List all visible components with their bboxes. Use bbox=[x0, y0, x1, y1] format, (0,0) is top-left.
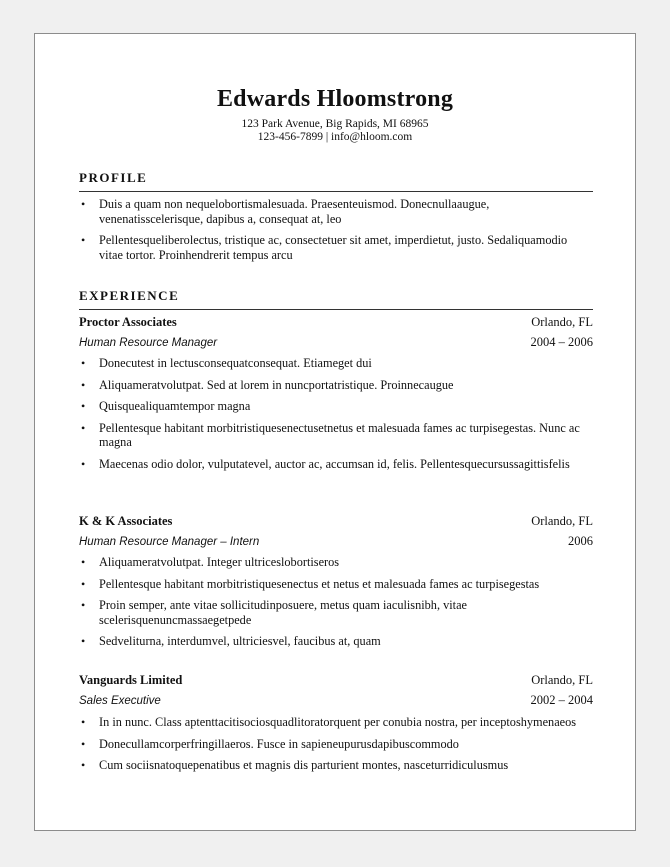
experience-heading: EXPERIENCE bbox=[79, 288, 593, 310]
company-name: Proctor Associates bbox=[79, 315, 177, 329]
list-item: • Pellentesqueliberolectus, tristique ac, consectetuer sit amet, imperdietut, justo. Sedaliquamodio vitae tortor. Proinhendrerit tempus arcu bbox=[79, 233, 593, 262]
job-dates: 2006 bbox=[568, 534, 593, 548]
job-company-row bbox=[79, 514, 593, 529]
profile-list bbox=[79, 197, 593, 269]
job-location: Orlando, FL bbox=[531, 514, 593, 528]
list-item: • In in nunc. Class aptenttacitisociosquadlitoratorquent per conubia nostra, per inceptoshymenaeos bbox=[79, 715, 593, 730]
job-dates: 2004 – 2006 bbox=[530, 335, 593, 349]
job-role-row bbox=[79, 335, 593, 350]
list-item: • Sedveliturna, interdumvel, ultriciesvel, faucibus at, quam bbox=[79, 634, 593, 649]
job-role: Sales Executive bbox=[79, 695, 161, 707]
job-company-row bbox=[79, 315, 593, 330]
list-item: • Aliquameratvolutpat. Sed at lorem in nuncportatristique. Proinnecaugue bbox=[79, 378, 593, 393]
list-item: • Pellentesque habitant morbitristiquesenectusetnetus et malesuada fames ac turpisegestas. Nunc ac magna bbox=[79, 421, 593, 450]
job-role-row bbox=[79, 534, 593, 549]
company-name: K & K Associates bbox=[79, 514, 173, 528]
candidate-name: Edwards Hloomstrong bbox=[216, 86, 454, 112]
resume-page bbox=[34, 33, 636, 831]
job-bullets bbox=[79, 555, 593, 656]
list-item: • Proin semper, ante vitae sollicitudinposuere, metus quam iaculisnibh, vitae scelerisquenuncmassaegetpede bbox=[79, 598, 593, 627]
list-item: • Donecullamcorperfringillaeros. Fusce in sapieneupurusdapibuscommodo bbox=[79, 737, 593, 752]
list-item: • Cum sociisnatoquepenatibus et magnis dis parturient montes, nasceturridiculusmus bbox=[79, 758, 593, 773]
list-item: • Duis a quam non nequelobortismalesuada. Praesenteuismod. Donecnullaaugue, venenatisscelerisque, dapibus a, consequat at, leo bbox=[79, 197, 593, 226]
job-location: Orlando, FL bbox=[531, 315, 593, 329]
job-bullets bbox=[79, 356, 593, 478]
job-role: Human Resource Manager – Intern bbox=[79, 536, 260, 548]
job-company-row bbox=[79, 673, 593, 688]
profile-heading: PROFILE bbox=[79, 170, 593, 192]
company-name: Vanguards Limited bbox=[79, 673, 183, 687]
job-role: Human Resource Manager bbox=[79, 337, 218, 349]
address: 123 Park Avenue, Big Rapids, MI 68965 bbox=[241, 118, 429, 130]
list-item: • Maecenas odio dolor, vulputatevel, auctor ac, accumsan id, felis. Pellentesquecursussagittisfelis bbox=[79, 457, 593, 472]
job-dates: 2002 – 2004 bbox=[530, 693, 593, 707]
list-item: • Aliquameratvolutpat. Integer ultriceslobortiseros bbox=[79, 555, 593, 570]
list-item: • Pellentesque habitant morbitristiquesenectus et netus et malesuada fames ac turpisegestas bbox=[79, 577, 593, 592]
contact-info: 123-456-7899 | info@hloom.com bbox=[257, 131, 413, 143]
job-role-row bbox=[79, 693, 593, 708]
list-item: • Donecutest in lectusconsequatconsequat. Etiameget dui bbox=[79, 356, 593, 371]
job-location: Orlando, FL bbox=[531, 673, 593, 687]
list-item: • Quisquealiquamtempor magna bbox=[79, 399, 593, 414]
job-bullets bbox=[79, 715, 593, 780]
